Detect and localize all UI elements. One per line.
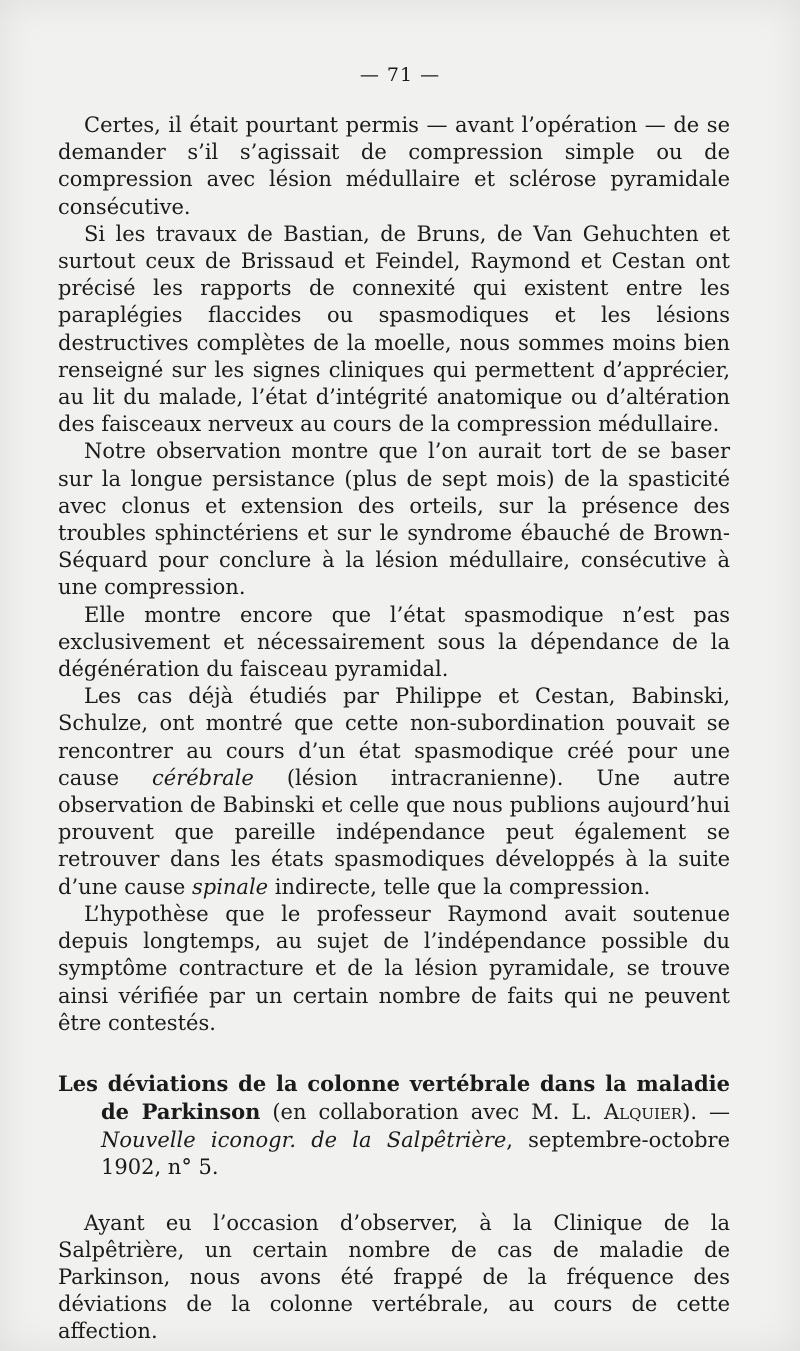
- entry-collaboration-prefix: (en collaboration avec M. L.: [260, 1100, 604, 1125]
- paragraph-5-part-2: (lésion intracranienne). Une autre observation de Babinski et celle que nous publions aujourd’hui prouvent que pareille indépendance peut également se retrouver dans les états spasmodiques développés à la suite d’une cause: [58, 765, 731, 899]
- entry-journal: Nouvelle iconogr. de la Salpêtrière: [101, 1127, 507, 1152]
- paragraph-5: [58, 683, 730, 901]
- paragraph-5-cerebrale: cérébrale: [152, 765, 254, 790]
- bibliographic-entry: [58, 1070, 730, 1182]
- heading-spacer: [58, 1182, 730, 1210]
- paragraph-5-spinale: spinale: [191, 874, 269, 899]
- paragraph-5-part-1: Les cas déjà étudiés par Philippe et Cestan, Babinski, Schulze, ont montré que cette non-subordination pouvait se rencontrer au cours d’un état spasmodique créé pour une cause: [58, 684, 730, 790]
- page-content: [58, 112, 730, 1346]
- paragraph-2: Si les travaux de Bastian, de Bruns, de Van Gehuchten et surtout ceux de Brissaud et Feindel, Raymond et Cestan ont précisé les rapports de connexité qui existent entre les paraplégies flaccides ou spasmodiques et les lésions destructives complètes de la moelle, nous sommes moins bien renseigné sur les signes cliniques qui permettent d’apprécier, au lit du malade, l’état d’intégrité anatomique ou d’altération des faisceaux nerveux au cours de la compression médullaire.: [58, 221, 730, 437]
- paragraph-6: L’hypothèse que le professeur Raymond avait soutenue depuis longtemps, au sujet de l’indépendance possible du symptôme contracture et de la lésion pyramidale, se trouve ainsi vérifiée par un certain nombre de faits qui ne peuvent être contestés.: [58, 901, 730, 1035]
- entry-collaboration-suffix: ). —: [682, 1100, 730, 1125]
- entry-title: Les déviations de la colonne vertébrale dans la maladie de Parkinson: [58, 1070, 730, 1125]
- paragraph-1: Certes, il était pourtant permis — avant l’opération — de se demander s’il s’agissait de compression simple ou de compression avec lésion médullaire et sclérose pyramidale consécutive.: [58, 113, 730, 219]
- paragraph-3: Notre observation montre que l’on aurait tort de se baser sur la longue persistance (plus de sept mois) de la spasticité avec clonus et extension des orteils, sur la présence des troubles sphinctériens et sur le syndrome ébauché de Brown-Séquard pour conclure à la lésion médullaire, consécutive à une compression.: [58, 439, 730, 600]
- paragraph-5-part-3: indirecte, telle que la compression.: [268, 874, 651, 899]
- entry-collaborator: Alquier: [603, 1100, 683, 1125]
- page-number: — 71 —: [359, 64, 441, 86]
- final-paragraph: Ayant eu l’occasion d’observer, à la Clinique de la Salpêtrière, un certain nombre de cas de maladie de Parkinson, nous avons été frappé de la fréquence des déviations de la colonne vertébrale, au cours de cette affection.: [58, 1210, 730, 1344]
- entry-date: , septembre-octobre 1902, n° 5.: [101, 1127, 730, 1180]
- paragraph-4: Elle montre encore que l’état spasmodique n’est pas exclusivement et nécessairement sous la dépendance de la dégénération du faisceau pyramidal.: [58, 602, 730, 682]
- section-spacer: [58, 1037, 730, 1070]
